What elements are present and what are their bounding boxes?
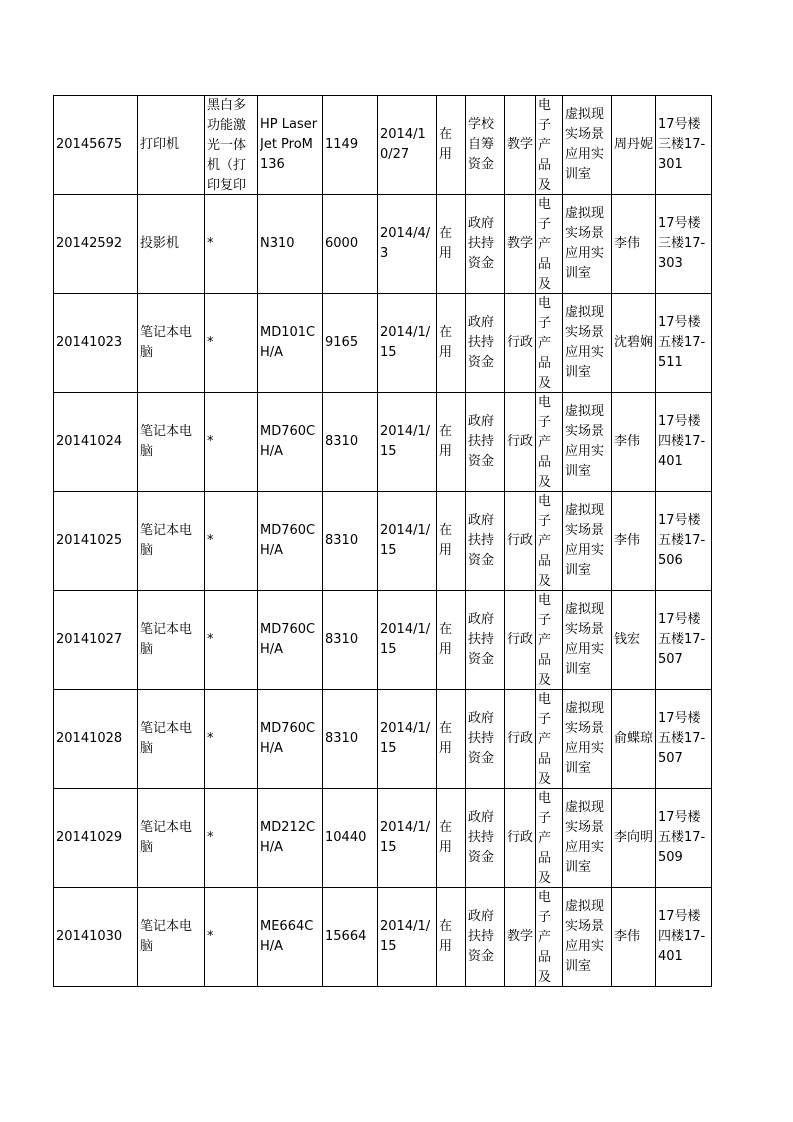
cell-status-text: 在用 <box>439 820 453 855</box>
cell-usage <box>505 888 536 987</box>
table-row <box>54 294 712 393</box>
cell-category <box>536 393 563 492</box>
cell-purchase-date <box>378 393 437 492</box>
cell-price-text: 8310 <box>325 632 359 647</box>
cell-location-text: 17号楼三楼17-303 <box>658 216 706 271</box>
cell-department <box>563 294 612 393</box>
cell-department <box>563 492 612 591</box>
cell-spec <box>205 492 258 591</box>
cell-model-text: ME664CH/A <box>260 919 314 954</box>
cell-asset-name <box>138 96 205 195</box>
cell-category <box>536 96 563 195</box>
cell-asset-name-text: 笔记本电脑 <box>140 622 193 657</box>
cell-model <box>258 789 323 888</box>
cell-fund-source <box>466 888 505 987</box>
cell-location <box>656 492 712 591</box>
cell-purchase-date-text: 2014/10/27 <box>380 127 426 162</box>
cell-spec <box>205 294 258 393</box>
cell-model-text: N310 <box>260 236 295 251</box>
cell-location-text: 17号楼五楼17-509 <box>658 810 706 865</box>
cell-keeper-text: 李伟 <box>614 533 641 548</box>
cell-status <box>437 393 466 492</box>
cell-location <box>656 195 712 294</box>
cell-asset-name-text: 笔记本电脑 <box>140 919 193 954</box>
cell-price-text: 10440 <box>325 830 367 845</box>
cell-department-text: 虚拟现实场景应用实训室 <box>565 107 605 182</box>
cell-location <box>656 789 712 888</box>
cell-location-text: 17号楼四楼17-401 <box>658 414 706 469</box>
cell-fund-source-text: 政府扶持资金 <box>468 810 495 865</box>
cell-fund-source-text: 政府扶持资金 <box>468 414 495 469</box>
cell-location <box>656 591 712 690</box>
cell-model-text: MD212CH/A <box>260 820 316 855</box>
cell-department <box>563 195 612 294</box>
cell-fund-source-text: 政府扶持资金 <box>468 216 495 271</box>
cell-spec <box>205 591 258 690</box>
cell-purchase-date <box>378 591 437 690</box>
cell-category <box>536 294 563 393</box>
cell-keeper-text: 李伟 <box>614 236 641 251</box>
cell-model-text: MD101CH/A <box>260 325 316 360</box>
cell-keeper-text: 俞蝶琼 <box>614 731 653 746</box>
cell-usage-text: 教学 <box>507 236 533 251</box>
cell-fund-source-text: 政府扶持资金 <box>468 711 495 766</box>
cell-usage-text: 行政 <box>507 434 533 449</box>
cell-purchase-date-text: 2014/1/15 <box>380 424 431 459</box>
cell-fund-source-text: 学校自筹资金 <box>468 117 495 172</box>
cell-spec-text: * <box>207 533 214 548</box>
table-row <box>54 96 712 195</box>
cell-asset-name <box>138 492 205 591</box>
cell-usage <box>505 195 536 294</box>
cell-asset-name <box>138 888 205 987</box>
cell-location <box>656 393 712 492</box>
cell-price <box>323 195 378 294</box>
cell-keeper-text: 周丹妮 <box>614 137 653 152</box>
cell-price <box>323 789 378 888</box>
cell-asset-name-text: 投影机 <box>140 236 180 251</box>
cell-fund-source <box>466 393 505 492</box>
cell-keeper-text: 李伟 <box>614 929 641 944</box>
cell-location-text: 17号楼三楼17-301 <box>658 117 706 172</box>
cell-status <box>437 789 466 888</box>
table-body <box>54 96 712 987</box>
cell-category-text: 电子产品及 <box>538 890 552 985</box>
cell-asset-name-text: 打印机 <box>140 137 180 152</box>
cell-category <box>536 195 563 294</box>
cell-usage <box>505 96 536 195</box>
cell-department-text: 虚拟现实场景应用实训室 <box>565 899 605 974</box>
cell-purchase-date-text: 2014/1/15 <box>380 523 431 558</box>
cell-spec-text: * <box>207 335 214 350</box>
cell-price <box>323 96 378 195</box>
cell-price <box>323 888 378 987</box>
cell-keeper <box>612 393 656 492</box>
cell-department <box>563 789 612 888</box>
cell-category-text: 电子产品及 <box>538 494 552 589</box>
cell-model <box>258 492 323 591</box>
cell-status <box>437 492 466 591</box>
cell-keeper <box>612 294 656 393</box>
cell-category-text: 电子产品及 <box>538 593 552 688</box>
cell-keeper <box>612 195 656 294</box>
table-row <box>54 690 712 789</box>
cell-department-text: 虚拟现实场景应用实训室 <box>565 404 605 479</box>
cell-asset-id-text: 20145675 <box>56 137 123 152</box>
cell-status <box>437 888 466 987</box>
cell-asset-name-text: 笔记本电脑 <box>140 820 193 855</box>
cell-price-text: 9165 <box>325 335 359 350</box>
cell-purchase-date <box>378 789 437 888</box>
cell-keeper-text: 李向明 <box>614 830 653 845</box>
cell-price-text: 8310 <box>325 533 359 548</box>
cell-fund-source-text: 政府扶持资金 <box>468 513 495 568</box>
cell-department <box>563 690 612 789</box>
cell-asset-name-text: 笔记本电脑 <box>140 325 193 360</box>
cell-purchase-date <box>378 690 437 789</box>
cell-spec-text: * <box>207 434 214 449</box>
cell-model <box>258 393 323 492</box>
cell-keeper <box>612 789 656 888</box>
cell-purchase-date <box>378 888 437 987</box>
cell-purchase-date-text: 2014/4/3 <box>380 226 431 261</box>
cell-department-text: 虚拟现实场景应用实训室 <box>565 305 605 380</box>
cell-department <box>563 393 612 492</box>
cell-price <box>323 393 378 492</box>
cell-price <box>323 591 378 690</box>
cell-spec-text: * <box>207 731 214 746</box>
cell-price <box>323 294 378 393</box>
cell-asset-id-text: 20141023 <box>56 335 123 350</box>
cell-asset-name-text: 笔记本电脑 <box>140 424 193 459</box>
cell-category-text: 电子产品及 <box>538 395 552 490</box>
cell-department <box>563 888 612 987</box>
cell-keeper <box>612 690 656 789</box>
cell-usage-text: 行政 <box>507 335 533 350</box>
cell-status-text: 在用 <box>439 127 453 162</box>
cell-location <box>656 690 712 789</box>
cell-model-text: MD760CH/A <box>260 622 316 657</box>
cell-status <box>437 591 466 690</box>
asset-table <box>53 95 712 987</box>
cell-department-text: 虚拟现实场景应用实训室 <box>565 503 605 578</box>
cell-usage-text: 行政 <box>507 533 533 548</box>
cell-keeper <box>612 591 656 690</box>
cell-department <box>563 96 612 195</box>
cell-keeper <box>612 96 656 195</box>
cell-usage <box>505 591 536 690</box>
cell-model <box>258 888 323 987</box>
cell-price <box>323 492 378 591</box>
cell-status-text: 在用 <box>439 523 453 558</box>
cell-spec <box>205 195 258 294</box>
cell-asset-id <box>54 393 138 492</box>
cell-keeper-text: 钱宏 <box>614 632 641 647</box>
cell-price-text: 15664 <box>325 929 367 944</box>
cell-model-text: MD760CH/A <box>260 523 316 558</box>
cell-asset-name <box>138 393 205 492</box>
cell-spec-text: * <box>207 830 214 845</box>
cell-purchase-date-text: 2014/1/15 <box>380 919 431 954</box>
cell-fund-source <box>466 690 505 789</box>
cell-category <box>536 690 563 789</box>
cell-price-text: 6000 <box>325 236 359 251</box>
cell-model-text: MD760CH/A <box>260 424 316 459</box>
cell-asset-id <box>54 888 138 987</box>
cell-location-text: 17号楼五楼17-507 <box>658 711 706 766</box>
cell-category <box>536 591 563 690</box>
cell-status <box>437 294 466 393</box>
cell-asset-id-text: 20141029 <box>56 830 123 845</box>
cell-usage-text: 教学 <box>507 929 533 944</box>
cell-fund-source <box>466 492 505 591</box>
table-row <box>54 789 712 888</box>
cell-asset-id-text: 20141025 <box>56 533 123 548</box>
cell-asset-id <box>54 492 138 591</box>
cell-category-text: 电子产品及 <box>538 197 552 292</box>
cell-price-text: 1149 <box>325 137 359 152</box>
cell-usage-text: 教学 <box>507 137 533 152</box>
cell-usage <box>505 492 536 591</box>
cell-asset-id-text: 20141028 <box>56 731 123 746</box>
cell-location <box>656 888 712 987</box>
cell-usage-text: 行政 <box>507 731 533 746</box>
cell-status <box>437 690 466 789</box>
cell-asset-name <box>138 789 205 888</box>
cell-purchase-date-text: 2014/1/15 <box>380 622 431 657</box>
cell-asset-id-text: 20142592 <box>56 236 123 251</box>
table-row <box>54 492 712 591</box>
cell-keeper <box>612 492 656 591</box>
cell-asset-id-text: 20141030 <box>56 929 123 944</box>
cell-spec-text: * <box>207 236 214 251</box>
cell-asset-id <box>54 789 138 888</box>
cell-category <box>536 789 563 888</box>
cell-spec-text: 黑白多功能激光一体机（打印复印 <box>207 98 247 193</box>
cell-location-text: 17号楼五楼17-511 <box>658 315 706 370</box>
cell-fund-source <box>466 294 505 393</box>
cell-status <box>437 195 466 294</box>
cell-department-text: 虚拟现实场景应用实训室 <box>565 701 605 776</box>
cell-purchase-date <box>378 96 437 195</box>
cell-purchase-date-text: 2014/1/15 <box>380 325 431 360</box>
cell-purchase-date <box>378 195 437 294</box>
table-row <box>54 591 712 690</box>
cell-location-text: 17号楼五楼17-506 <box>658 513 706 568</box>
cell-spec-text: * <box>207 632 214 647</box>
cell-location-text: 17号楼四楼17-401 <box>658 909 706 964</box>
cell-location-text: 17号楼五楼17-507 <box>658 612 706 667</box>
cell-model <box>258 690 323 789</box>
cell-status-text: 在用 <box>439 919 453 954</box>
cell-status-text: 在用 <box>439 325 453 360</box>
cell-category-text: 电子产品及 <box>538 791 552 886</box>
cell-purchase-date <box>378 294 437 393</box>
cell-asset-name <box>138 690 205 789</box>
cell-spec <box>205 96 258 195</box>
cell-model-text: MD760CH/A <box>260 721 316 756</box>
cell-purchase-date <box>378 492 437 591</box>
cell-spec <box>205 789 258 888</box>
cell-department-text: 虚拟现实场景应用实训室 <box>565 602 605 677</box>
cell-category-text: 电子产品及 <box>538 692 552 787</box>
cell-status-text: 在用 <box>439 721 453 756</box>
cell-fund-source-text: 政府扶持资金 <box>468 612 495 667</box>
cell-asset-name-text: 笔记本电脑 <box>140 721 193 756</box>
cell-asset-name-text: 笔记本电脑 <box>140 523 193 558</box>
cell-status-text: 在用 <box>439 226 453 261</box>
cell-keeper-text: 李伟 <box>614 434 641 449</box>
cell-category <box>536 888 563 987</box>
cell-asset-id <box>54 591 138 690</box>
cell-spec <box>205 690 258 789</box>
cell-purchase-date-text: 2014/1/15 <box>380 721 431 756</box>
cell-asset-id-text: 20141027 <box>56 632 123 647</box>
cell-department-text: 虚拟现实场景应用实训室 <box>565 800 605 875</box>
cell-department <box>563 591 612 690</box>
cell-usage <box>505 690 536 789</box>
cell-model-text: HP LaserJet ProM136 <box>260 117 318 172</box>
cell-model <box>258 294 323 393</box>
cell-location <box>656 96 712 195</box>
cell-price-text: 8310 <box>325 434 359 449</box>
cell-keeper-text: 沈碧娴 <box>614 335 653 350</box>
cell-location <box>656 294 712 393</box>
cell-asset-id <box>54 690 138 789</box>
cell-price <box>323 690 378 789</box>
cell-fund-source <box>466 195 505 294</box>
cell-asset-name <box>138 195 205 294</box>
table-row <box>54 195 712 294</box>
cell-fund-source-text: 政府扶持资金 <box>468 315 495 370</box>
cell-price-text: 8310 <box>325 731 359 746</box>
cell-usage <box>505 393 536 492</box>
cell-department-text: 虚拟现实场景应用实训室 <box>565 206 605 281</box>
table-row <box>54 888 712 987</box>
cell-asset-id <box>54 96 138 195</box>
cell-keeper <box>612 888 656 987</box>
cell-asset-name <box>138 294 205 393</box>
cell-model <box>258 195 323 294</box>
cell-status <box>437 96 466 195</box>
cell-asset-name <box>138 591 205 690</box>
cell-category <box>536 492 563 591</box>
cell-usage-text: 行政 <box>507 830 533 845</box>
cell-fund-source <box>466 789 505 888</box>
cell-spec <box>205 888 258 987</box>
table-row <box>54 393 712 492</box>
cell-status-text: 在用 <box>439 622 453 657</box>
cell-category-text: 电子产品及 <box>538 296 552 391</box>
cell-status-text: 在用 <box>439 424 453 459</box>
cell-asset-id <box>54 195 138 294</box>
cell-category-text: 电子产品及 <box>538 98 552 193</box>
cell-usage-text: 行政 <box>507 632 533 647</box>
cell-spec <box>205 393 258 492</box>
cell-fund-source <box>466 591 505 690</box>
cell-fund-source <box>466 96 505 195</box>
cell-fund-source-text: 政府扶持资金 <box>468 909 495 964</box>
cell-purchase-date-text: 2014/1/15 <box>380 820 431 855</box>
cell-model <box>258 591 323 690</box>
cell-asset-id <box>54 294 138 393</box>
cell-usage <box>505 294 536 393</box>
cell-asset-id-text: 20141024 <box>56 434 123 449</box>
cell-model <box>258 96 323 195</box>
cell-usage <box>505 789 536 888</box>
cell-spec-text: * <box>207 929 214 944</box>
